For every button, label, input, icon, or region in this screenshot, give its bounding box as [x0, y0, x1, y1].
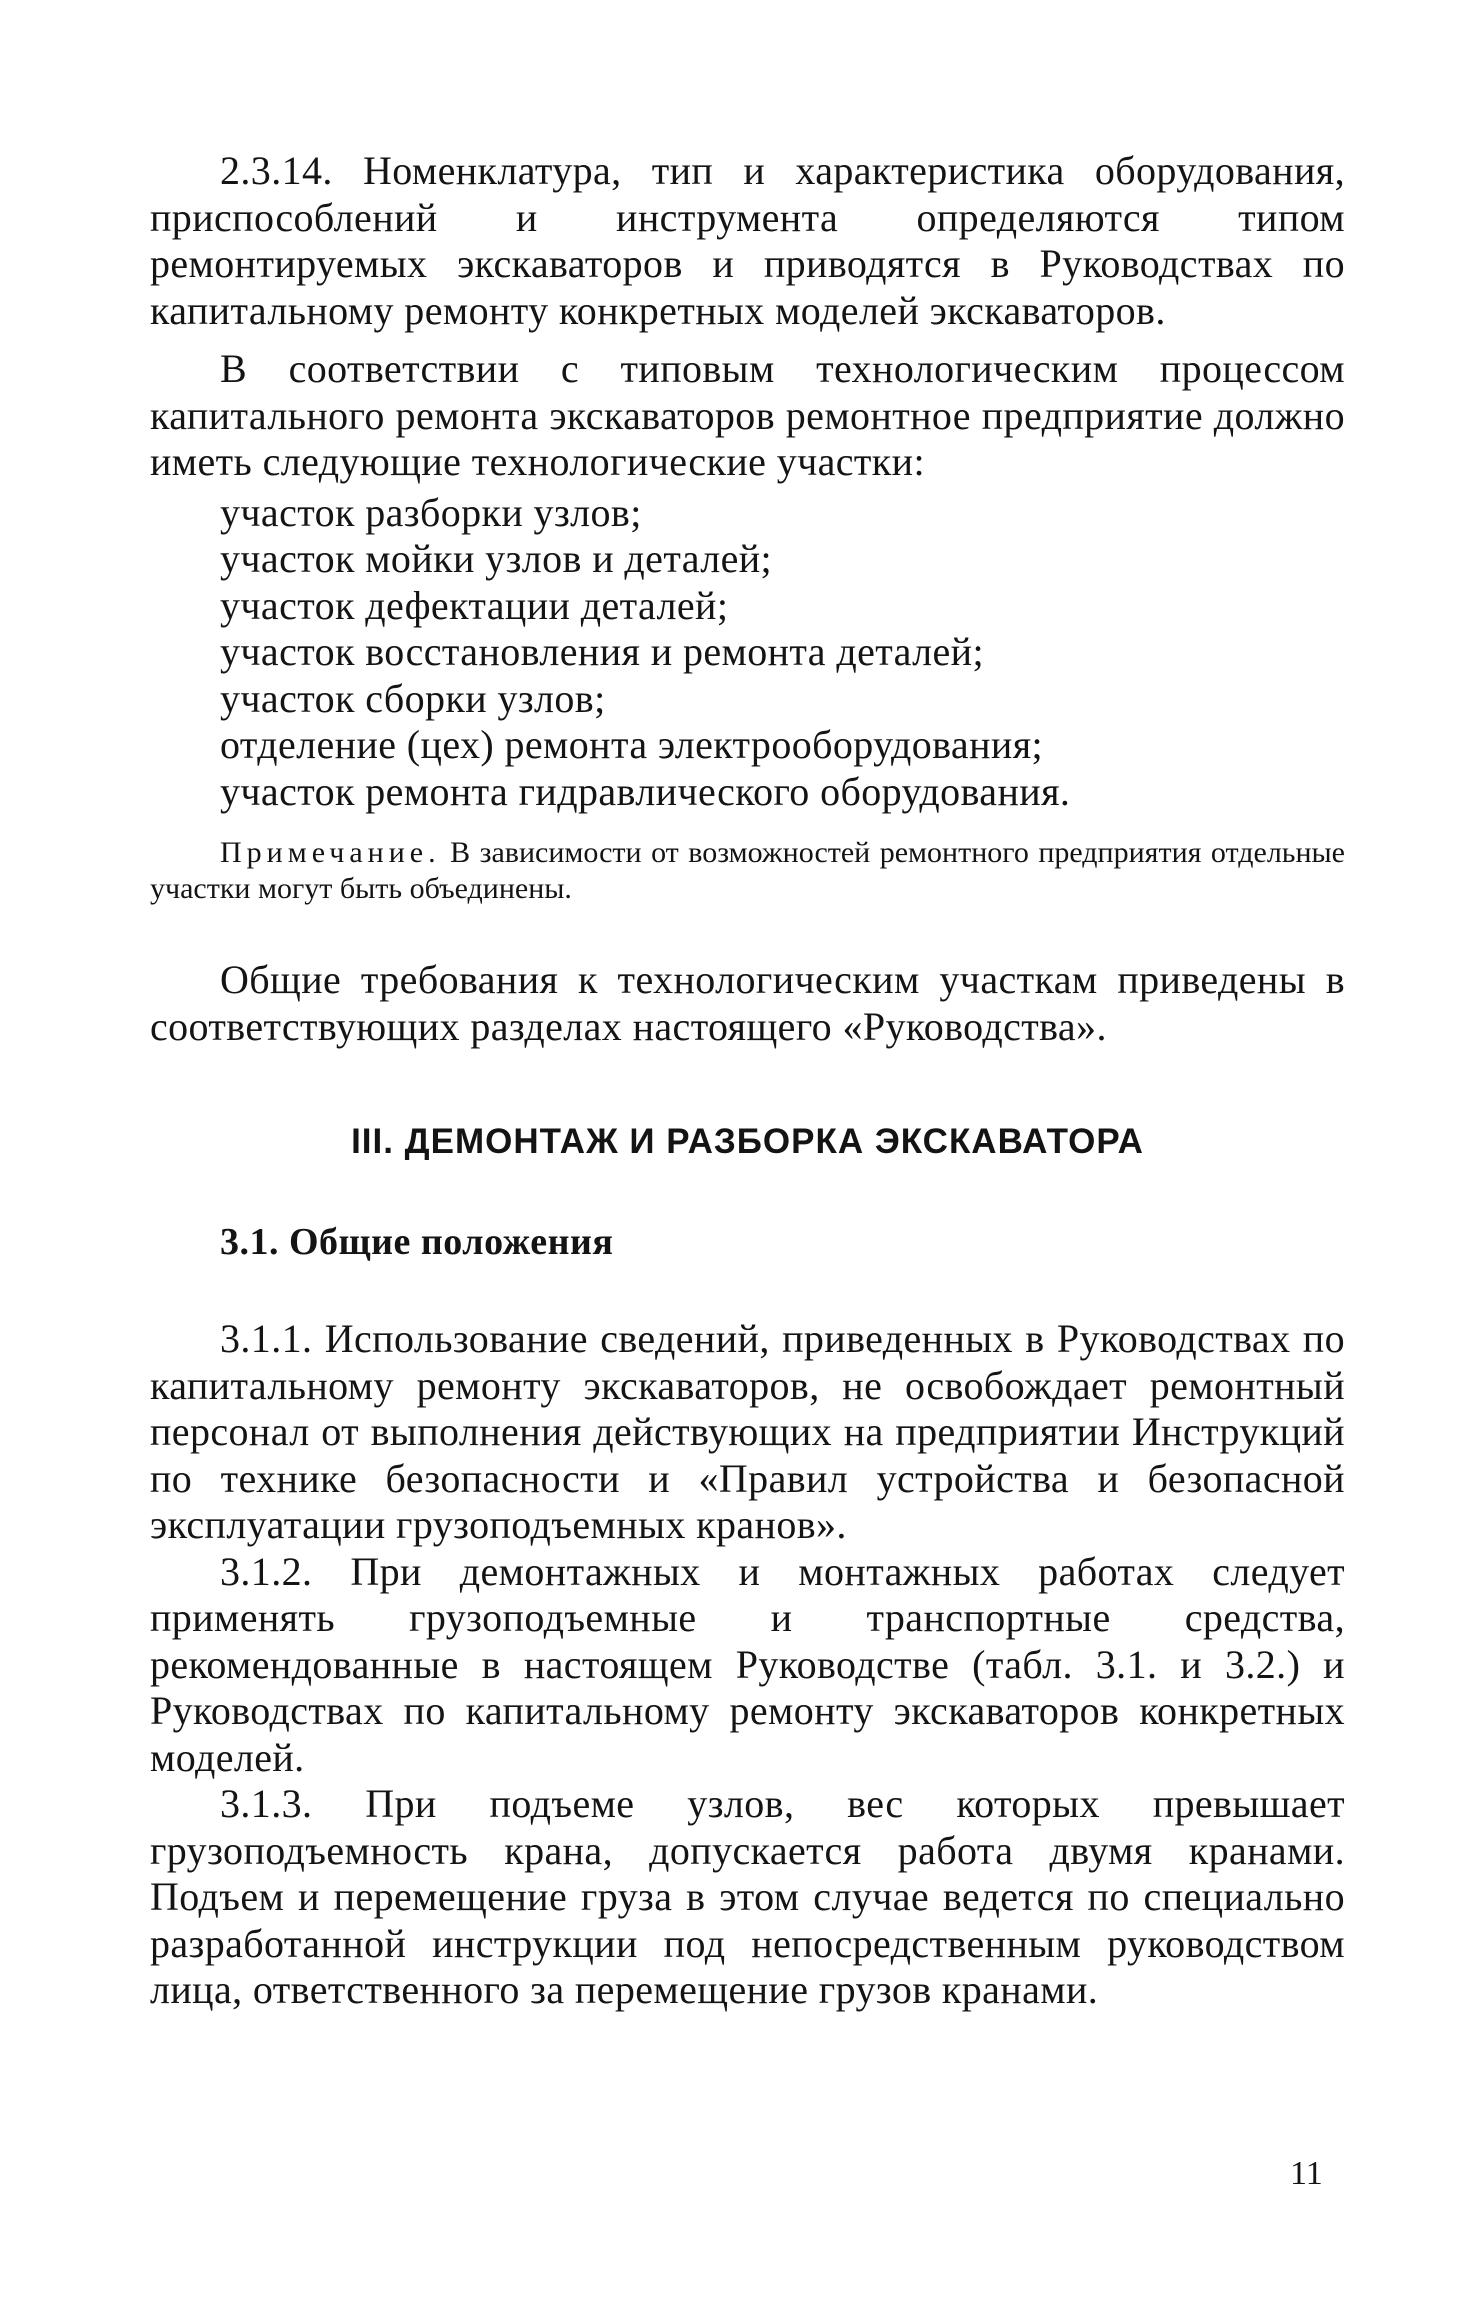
list-item: участок восстановления и ремонта деталей; — [220, 629, 984, 674]
section-title: III. ДЕМОНТАЖ И РАЗБОРКА ЭКСКАВАТОРА — [351, 1122, 1144, 1161]
list-item: участок ремонта гидравлического оборудования. — [220, 768, 1071, 814]
list-item: участок разборки узлов; — [220, 489, 642, 535]
document-page — [150, 148, 1345, 2014]
note — [150, 835, 1345, 907]
list-item: участок дефектации деталей; — [220, 582, 729, 628]
note-text: В зависимости от возможностей ремонтного предприятия отдельные участки могут быть объединены. — [150, 836, 1345, 905]
paragraph-2-3-14: 2.3.14. Номенклатура, тип и характеристика оборудования, приспособлений и инструмента определяются типом ремонтируемых экскаваторов и приводятся в Руководствах по капитальному ремонту конкретных моделей экскаваторов. — [150, 148, 1345, 333]
note-label: Примечание. — [220, 836, 441, 869]
paragraph-sections-intro: В соответствии с типовым технологическим процессом капитального ремонта экскаваторов ремонтное предприятие должно иметь следующие технологические участки: — [150, 346, 1345, 484]
subsection-title: 3.1. Общие положения — [220, 1221, 614, 1263]
page-number: 11 — [1290, 2155, 1323, 2192]
paragraph-general-requirements: Общие требования к технологическим участкам приведены в соответствующих разделах настоящего «Руководства». — [150, 957, 1345, 1049]
sections-list — [150, 490, 1345, 816]
list-item: отделение (цех) ремонта электрооборудования; — [220, 722, 1044, 767]
list-item: участок мойки узлов и деталей; — [220, 536, 773, 581]
paragraph-3-1-3: 3.1.3. При подъеме узлов, вес которых превышает грузоподъемность крана, допускается работа двумя кранами. Подъем и перемещение груза в этом случае ведется по специально разработанной инструкции под непосредственным руководством лица, ответственного за перемещение грузов кранами. — [150, 1781, 1345, 2012]
paragraph-3-1-1: 3.1.1. Использование сведений, приведенных в Руководствах по капитальному ремонту экскаваторов, не освобождает ремонтный персонал от выполнения действующих на предприятии Инструкций по технике безопасности и «Правил устройства и безопасной эксплуатации грузоподъемных кранов». — [150, 1316, 1345, 1547]
paragraph-3-1-2: 3.1.2. При демонтажных и монтажных работах следует применять грузоподъемные и транспортные средства, рекомендованные в настоящем Руководстве (табл. 3.1. и 3.2.) и Руководствах по капитальному ремонту экскаваторов конкретных моделей. — [150, 1548, 1345, 1780]
list-item: участок сборки узлов; — [220, 675, 606, 721]
